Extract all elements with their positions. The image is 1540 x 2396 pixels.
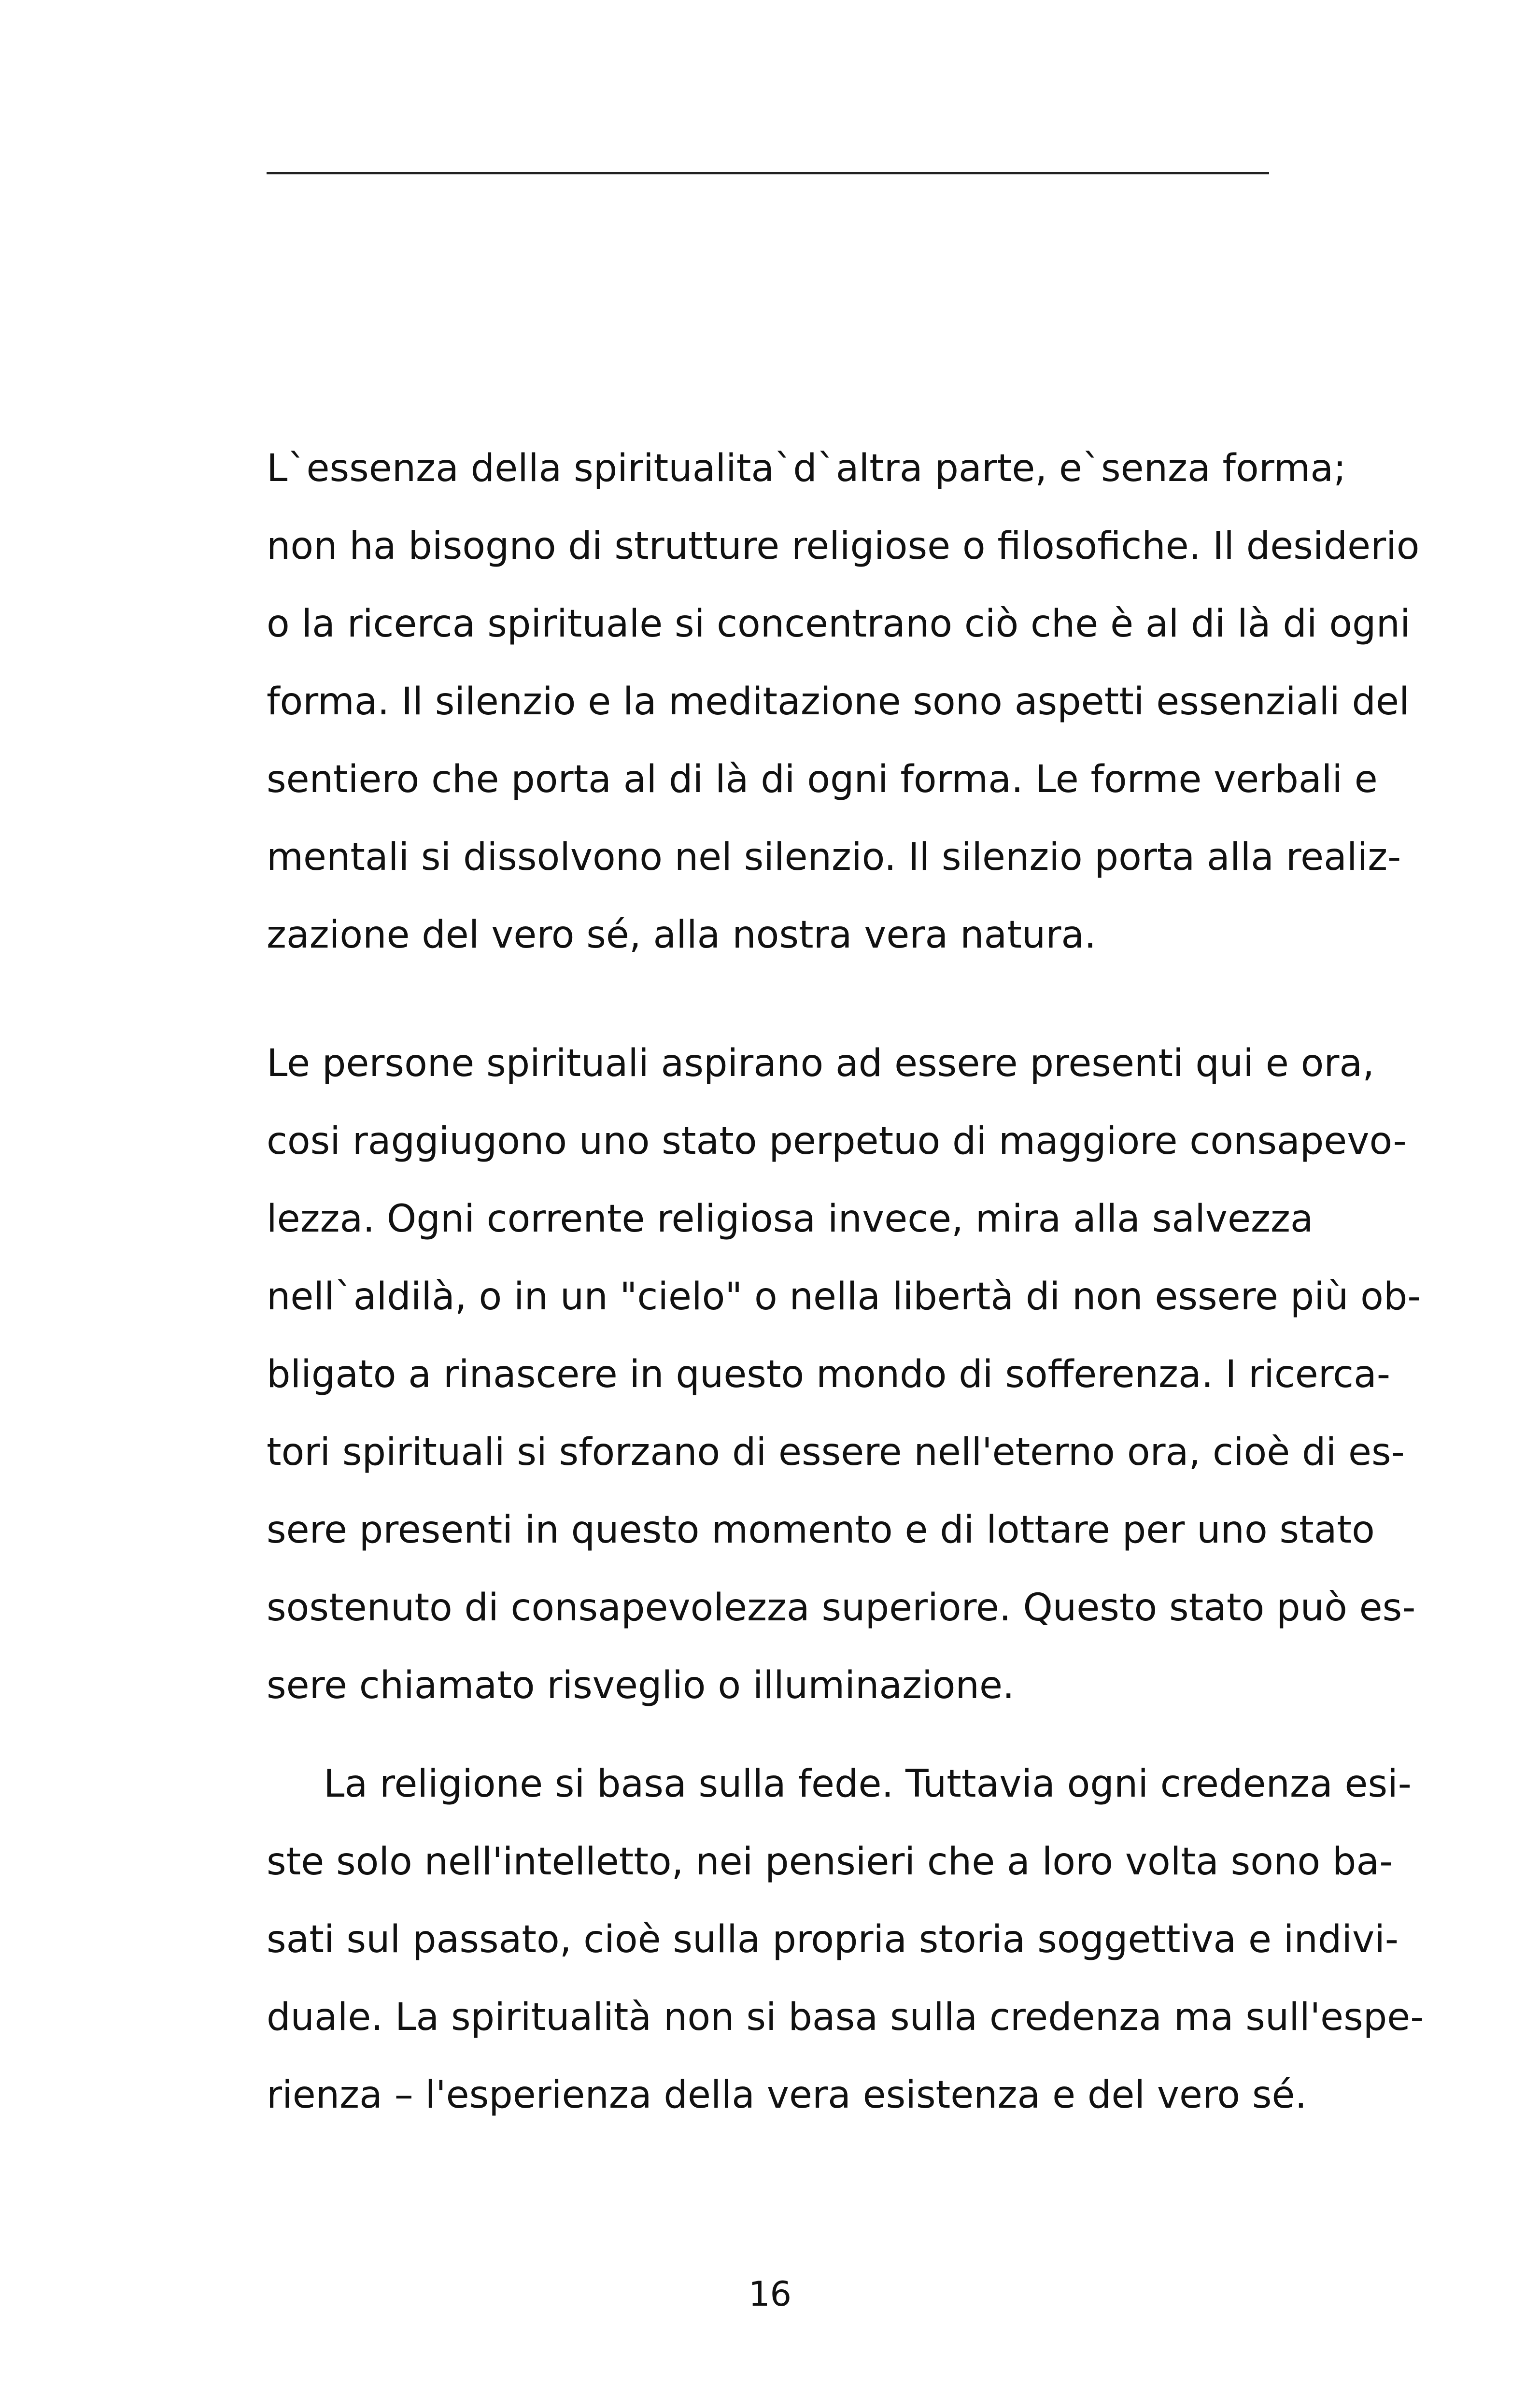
text-line: lezza. Ogni corrente religiosa invece, mira alla salvezza <box>267 1197 1314 1241</box>
text-line: ste solo nell'intelletto, nei pensieri che a loro volta sono ba- <box>267 1840 1393 1884</box>
paragraph-1 <box>267 430 1420 974</box>
text-line: cosi raggiugono uno stato perpetuo di maggiore consapevo- <box>267 1120 1407 1163</box>
text-line: rienza – l'esperienza della vera esistenza e del vero sé. <box>267 2073 1307 2117</box>
page-number: 16 <box>748 2274 792 2314</box>
text-line: non ha bisogno di strutture religiose o filosofiche. Il desiderio <box>267 525 1420 568</box>
text-line: sere chiamato risveglio o illuminazione. <box>267 1664 1015 1707</box>
header-rule <box>267 172 1269 174</box>
text-line: forma. Il silenzio e la meditazione sono aspetti essenziali del <box>267 680 1410 723</box>
text-line: zazione del vero sé, alla nostra vera natura. <box>267 913 1096 957</box>
text-line: mentali si dissolvono nel silenzio. Il silenzio porta alla realiz- <box>267 836 1401 879</box>
text-line: sostenuto di consapevolezza superiore. Questo stato può es- <box>267 1586 1416 1630</box>
text-line: sere presenti in questo momento e di lottare per uno stato <box>267 1508 1375 1552</box>
text-line: sentiero che porta al di là di ogni forma. Le forme verbali e <box>267 758 1378 801</box>
text-line: nell`aldilà, o in un "cielo" o nella libertà di non essere più ob- <box>267 1275 1421 1319</box>
text-line: bligato a rinascere in questo mondo di sofferenza. I ricerca- <box>267 1353 1390 1396</box>
text-line: sati sul passato, cioè sulla propria storia soggettiva e indivi- <box>267 1918 1399 1961</box>
text-line: Le persone spirituali aspirano ad essere presenti qui e ora, <box>267 1042 1374 1085</box>
paragraph-3 <box>267 1745 1424 2134</box>
text-line: La religione si basa sulla fede. Tuttavia ogni credenza esi- <box>324 1762 1412 1806</box>
text-line: duale. La spiritualità non si basa sulla credenza ma sull'espe- <box>267 1996 1424 2039</box>
text-line: tori spirituali si sforzano di essere nell'eterno ora, cioè di es- <box>267 1431 1405 1474</box>
text-line: o la ricerca spirituale si concentrano ciò che è al di là di ogni <box>267 602 1411 646</box>
paragraph-2 <box>267 1025 1421 1725</box>
text-line: L`essenza della spiritualita`d`altra parte, e`senza forma; <box>267 447 1346 490</box>
